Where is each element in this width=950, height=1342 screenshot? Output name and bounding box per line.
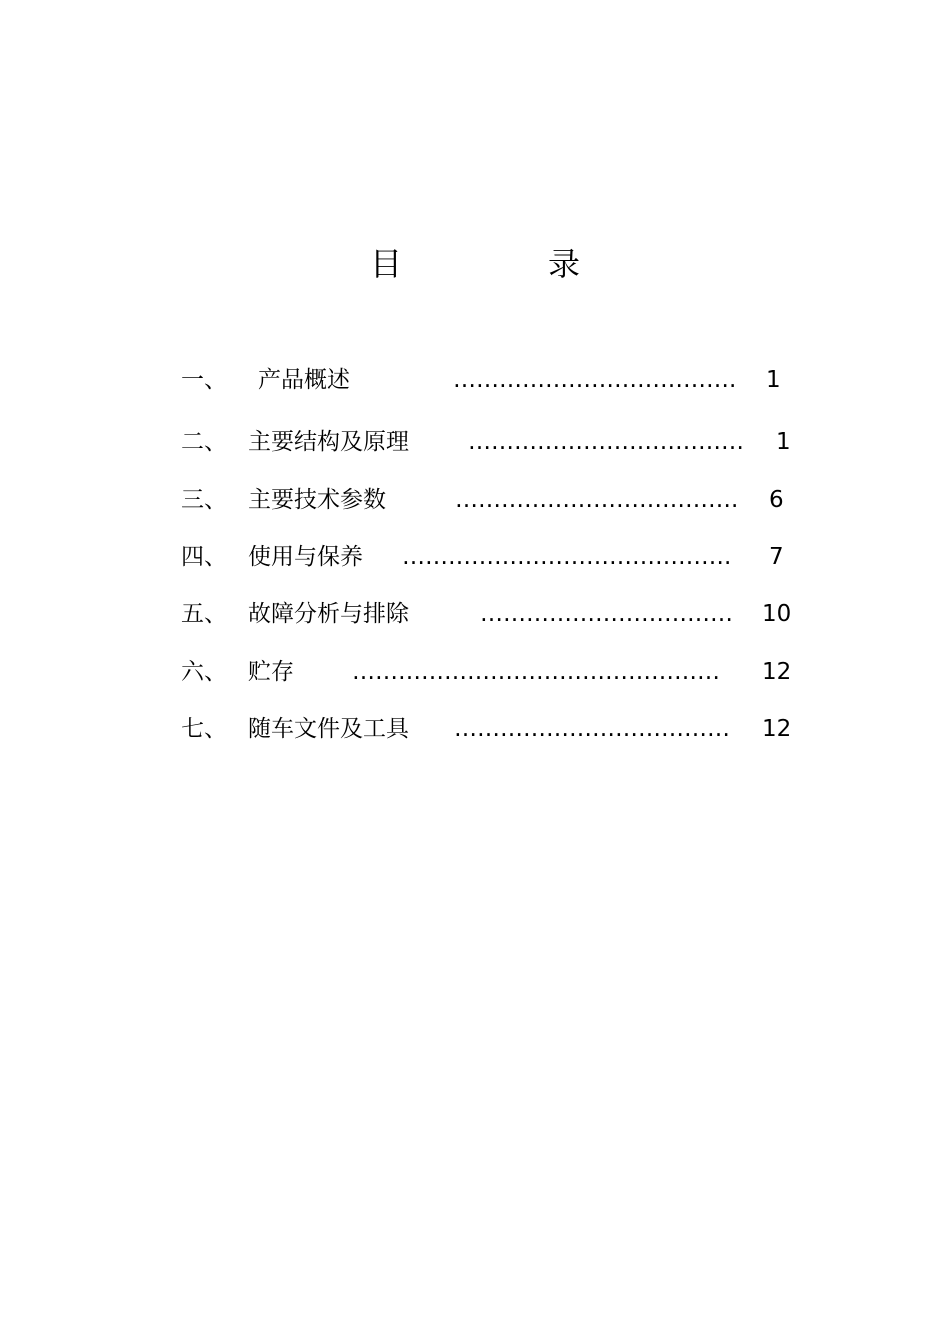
- toc-title-char-1: 目: [370, 245, 403, 283]
- toc-entry-number: 一、: [181, 367, 227, 393]
- toc-entry-page: 12: [762, 716, 792, 742]
- toc-entry-label: 主要技术参数: [248, 487, 386, 513]
- toc-entry-label: 主要结构及原理: [248, 429, 409, 455]
- toc-entry-2[interactable]: [0, 425, 950, 459]
- toc-entry-7[interactable]: [0, 712, 950, 746]
- toc-entry-label: 故障分析与排除: [248, 601, 409, 627]
- toc-entry-page: 6: [769, 487, 784, 513]
- toc-entry-page: 12: [762, 659, 792, 685]
- toc-entry-leader: …………………………………………: [352, 659, 720, 685]
- toc-entry-1[interactable]: [0, 363, 950, 397]
- toc-entry-leader: ………………………………: [454, 716, 730, 742]
- toc-entry-number: 三、: [181, 487, 227, 513]
- toc-entry-number: 五、: [181, 601, 227, 627]
- toc-entry-leader: …………………………………….: [402, 544, 732, 570]
- toc-entry-page: 10: [762, 601, 792, 627]
- toc-title-char-2: 录: [548, 245, 581, 283]
- toc-entry-label: 使用与保养: [248, 544, 363, 570]
- toc-entry-number: 六、: [181, 659, 227, 685]
- toc-entry-4[interactable]: [0, 540, 950, 574]
- toc-entry-label: 贮存: [248, 659, 294, 685]
- toc-entry-leader: ……………………………: [480, 601, 733, 627]
- toc-entry-page: 1: [766, 367, 781, 393]
- toc-entry-number: 二、: [181, 429, 227, 455]
- toc-entry-label: 随车文件及工具: [248, 716, 409, 742]
- toc-entry-label: 产品概述: [258, 367, 350, 393]
- toc-entry-leader: ………………………………: [468, 429, 744, 455]
- toc-entry-number: 四、: [181, 544, 227, 570]
- toc-entry-5[interactable]: [0, 597, 950, 631]
- toc-entry-leader: ……………………………….: [455, 487, 739, 513]
- toc-entry-page: 7: [769, 544, 784, 570]
- toc-entry-page: 1: [776, 429, 791, 455]
- toc-entry-number: 七、: [181, 716, 227, 742]
- toc-entry-3[interactable]: [0, 483, 950, 517]
- toc-entry-leader: ……………………………….: [453, 367, 737, 393]
- toc-entry-6[interactable]: [0, 655, 950, 689]
